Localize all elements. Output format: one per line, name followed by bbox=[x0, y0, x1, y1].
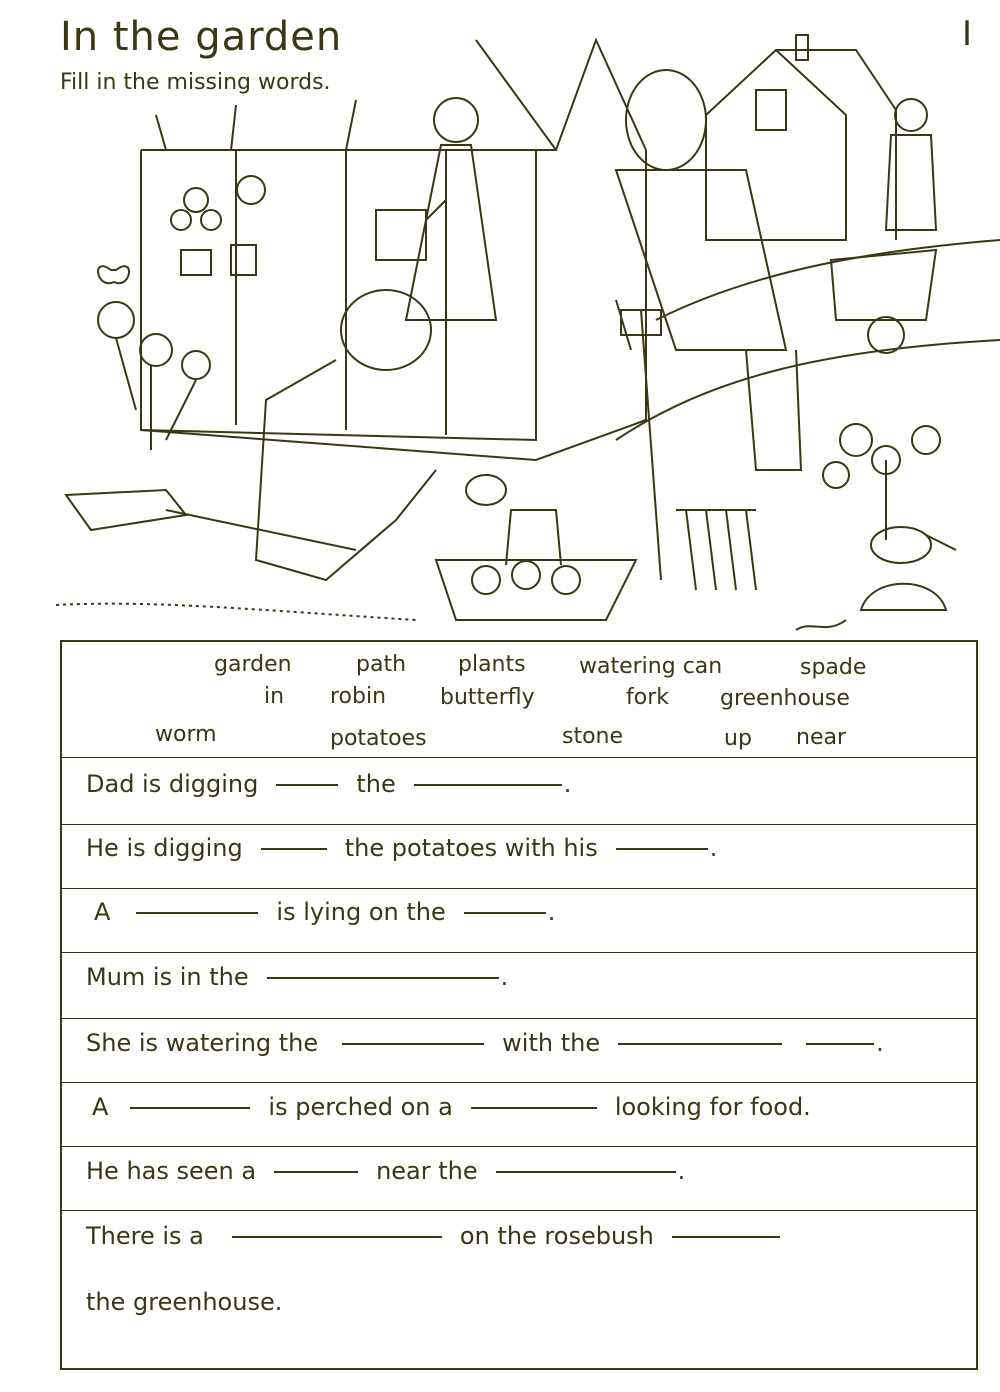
sentence-text: . bbox=[709, 834, 718, 862]
sentence-text: looking for food. bbox=[614, 1093, 811, 1121]
word-bank-item: garden bbox=[214, 652, 292, 677]
word-bank-item: up bbox=[724, 726, 752, 751]
sentence-text: . bbox=[547, 898, 556, 926]
sentence-2 bbox=[86, 834, 717, 862]
answer-blank[interactable] bbox=[414, 783, 562, 786]
answer-blank[interactable] bbox=[464, 911, 546, 914]
page-number: I bbox=[962, 14, 973, 54]
word-bank-item: near bbox=[796, 725, 847, 750]
sentence-8 bbox=[86, 1222, 798, 1250]
answer-blank[interactable] bbox=[618, 1042, 782, 1045]
divider bbox=[60, 1018, 978, 1019]
potted-plants-drawing bbox=[171, 176, 265, 275]
sentence-text: Dad is digging bbox=[86, 770, 259, 798]
word-bank-item: robin bbox=[330, 684, 387, 709]
sentence-text: the potatoes with his bbox=[344, 834, 598, 862]
sentence-text: He is digging bbox=[86, 834, 243, 862]
answer-blank[interactable] bbox=[342, 1042, 484, 1045]
worm-drawing bbox=[796, 620, 846, 630]
sentence-9 bbox=[86, 1288, 282, 1316]
divider bbox=[60, 1082, 978, 1083]
sentence-5 bbox=[86, 1029, 884, 1057]
sentence-text: . bbox=[876, 1029, 884, 1057]
divider bbox=[60, 757, 978, 758]
sentence-3 bbox=[94, 898, 555, 926]
garden-illustration bbox=[56, 20, 1000, 640]
word-bank-item: stone bbox=[562, 724, 624, 749]
answer-blank[interactable] bbox=[130, 1106, 250, 1109]
robin-drawing bbox=[861, 527, 956, 610]
divider bbox=[60, 952, 978, 953]
word-bank-item: fork bbox=[626, 685, 669, 710]
house-drawing bbox=[706, 35, 896, 240]
sentence-text: is lying on the bbox=[276, 898, 446, 926]
sentence-text: . bbox=[563, 770, 572, 798]
word-bank-item: path bbox=[356, 652, 407, 677]
greenhouse-drawing bbox=[141, 40, 646, 460]
word-bank-item: in bbox=[264, 684, 285, 709]
sentence-text: There is a bbox=[86, 1222, 204, 1250]
answer-blank[interactable] bbox=[806, 1042, 874, 1045]
divider bbox=[60, 888, 978, 889]
instructions: Fill in the missing words. bbox=[60, 70, 331, 95]
sentence-1 bbox=[86, 770, 571, 798]
sentence-text: . bbox=[677, 1157, 686, 1185]
answer-blank[interactable] bbox=[261, 847, 327, 850]
sentence-text: She is watering the bbox=[86, 1029, 319, 1057]
answer-blank[interactable] bbox=[672, 1235, 780, 1238]
sentence-4 bbox=[86, 963, 508, 991]
sentence-text: . bbox=[500, 963, 509, 991]
word-bank-item: spade bbox=[800, 655, 867, 680]
sentence-text: A bbox=[92, 1093, 109, 1121]
spade-drawing bbox=[641, 310, 661, 580]
answer-blank[interactable] bbox=[496, 1170, 676, 1173]
fork-drawing bbox=[676, 510, 756, 590]
sentence-text: near the bbox=[376, 1157, 478, 1185]
answer-blank[interactable] bbox=[616, 847, 708, 850]
answer-blank[interactable] bbox=[267, 976, 499, 979]
divider bbox=[60, 824, 978, 825]
sentence-7 bbox=[86, 1157, 685, 1185]
sentence-text: on the rosebush bbox=[459, 1222, 654, 1250]
sentence-text: the greenhouse. bbox=[86, 1288, 283, 1316]
sentence-text: Mum is in the bbox=[86, 963, 249, 991]
sentence-text: the bbox=[356, 770, 396, 798]
word-bank-item: potatoes bbox=[330, 726, 427, 751]
answer-blank[interactable] bbox=[276, 783, 338, 786]
word-bank-item: watering can bbox=[579, 654, 723, 679]
sentence-text: with the bbox=[502, 1029, 601, 1057]
sentence-6 bbox=[92, 1093, 811, 1121]
mum-drawing bbox=[376, 98, 496, 320]
butterfly-drawing bbox=[98, 266, 129, 283]
answer-blank[interactable] bbox=[136, 911, 258, 914]
page-title: In the garden bbox=[60, 14, 343, 60]
word-bank-item: butterfly bbox=[440, 685, 535, 710]
sentence-text: A bbox=[94, 898, 111, 926]
rosebush-drawing bbox=[98, 302, 210, 450]
answer-blank[interactable] bbox=[274, 1170, 358, 1173]
answer-blank[interactable] bbox=[471, 1106, 597, 1109]
answer-blank[interactable] bbox=[232, 1235, 442, 1238]
divider bbox=[60, 1146, 978, 1147]
sentence-text: He has seen a bbox=[86, 1157, 257, 1185]
basket-drawing bbox=[436, 510, 636, 620]
sentence-text: is perched on a bbox=[268, 1093, 453, 1121]
word-bank-item: plants bbox=[458, 652, 526, 677]
word-bank-item: worm bbox=[155, 722, 217, 747]
divider bbox=[60, 1210, 978, 1211]
word-bank-item: greenhouse bbox=[720, 686, 850, 711]
